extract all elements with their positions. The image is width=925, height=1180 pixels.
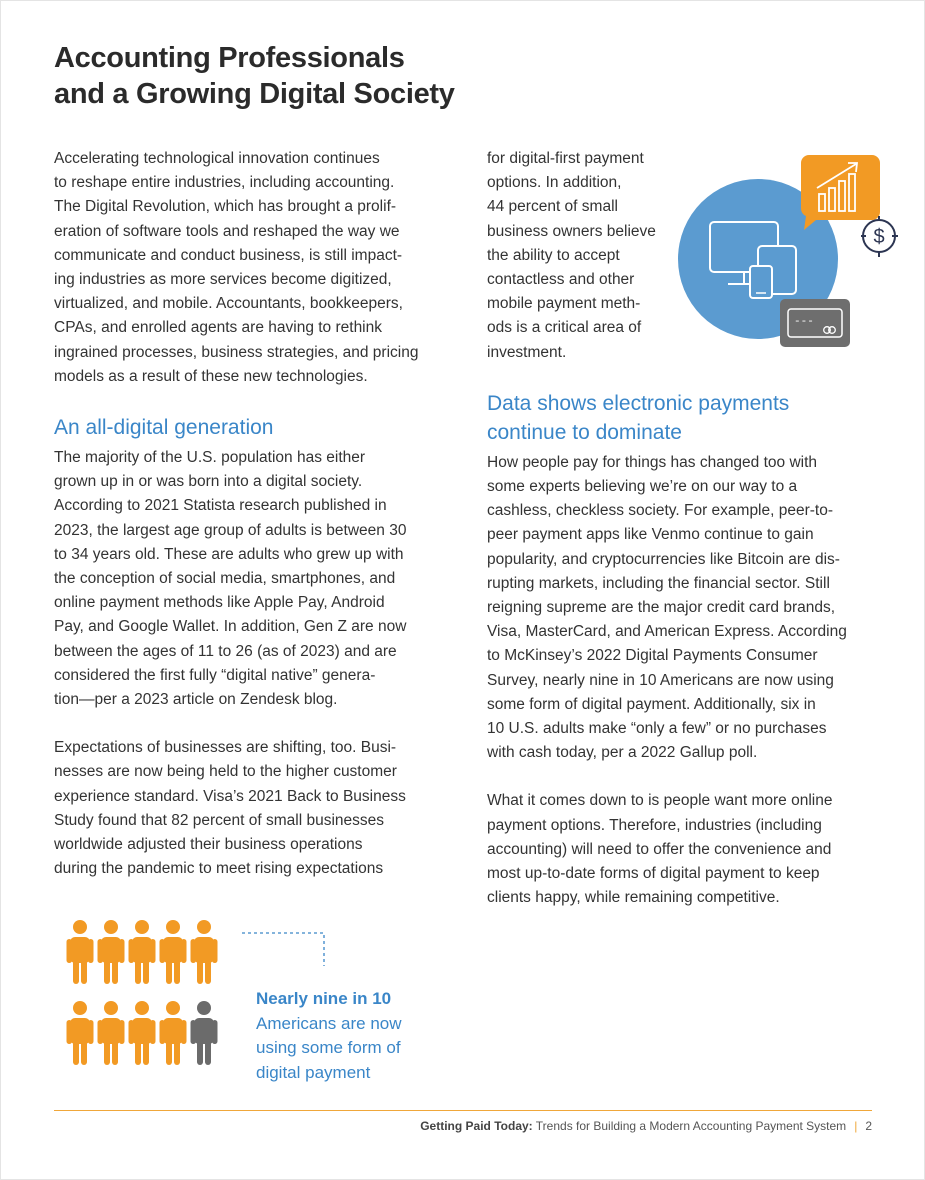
footer-title: Getting Paid Today: [420, 1119, 533, 1133]
callout-connector [240, 930, 330, 970]
text-line: tion—per a 2023 article on Zendesk blog. [54, 691, 338, 709]
text-line: The Digital Revolution, which has brought a prolif- [54, 198, 397, 216]
callout-bold: Nearly nine in 10 [256, 989, 392, 1008]
person-icon [67, 920, 94, 984]
text-line: peer payment apps like Venmo continue to gain [487, 526, 814, 544]
callout-line: using some form of [256, 1038, 401, 1057]
footer-subtitle: Trends for Building a Modern Accounting Payment System [535, 1119, 847, 1133]
digital-generation-paragraph [54, 446, 454, 712]
heading-line: Data shows electronic payments [487, 391, 790, 415]
text-line: accounting) will need to offer the convenience and [487, 840, 832, 858]
digital-payments-illustration [676, 150, 906, 350]
page-title [54, 40, 514, 112]
intro-paragraph [54, 147, 454, 389]
expectations-paragraph [54, 736, 454, 881]
text-line: 10 U.S. adults make “only a few” or no purchases [487, 720, 827, 738]
svg-text:$: $ [873, 226, 885, 248]
text-line: What it comes down to is people want more online [487, 792, 833, 810]
text-line: with cash today, per a 2022 Gallup poll. [487, 744, 758, 762]
section-heading-digital-generation: An all-digital generation [54, 416, 274, 440]
page-number: 2 [865, 1119, 872, 1133]
text-line: popularity, and cryptocurrencies like Bitcoin are dis- [487, 550, 840, 568]
text-line: considered the first fully “digital native” genera- [54, 666, 376, 684]
text-line: 2023, the largest age group of adults is between 30 [54, 521, 407, 539]
text-line: According to 2021 Statista research published in [54, 497, 387, 515]
footer-rule [54, 1110, 872, 1111]
person-icon [191, 920, 218, 984]
chart-icon [801, 155, 880, 230]
text-line: models as a result of these new technologies. [54, 367, 368, 385]
person-icon [129, 1001, 156, 1065]
callout-text [256, 987, 402, 1085]
text-line: some experts believing we’re on our way to a [487, 478, 798, 496]
text-line: to McKinsey’s 2022 Digital Payments Consumer [487, 647, 818, 665]
text-line: communicate and conduct business, is still impact- [54, 246, 403, 264]
text-line: ing industries as more services become digitized, [54, 271, 392, 289]
text-line: for digital-first payment [487, 150, 644, 167]
text-line: investment. [487, 343, 567, 361]
phone-icon [750, 266, 772, 298]
text-line: How people pay for things has changed too with [487, 453, 818, 471]
electronic-payments-paragraph [487, 451, 877, 766]
people-infographic [66, 918, 226, 1078]
text-line: the conception of social media, smartphones, and [54, 570, 396, 588]
person-icon [98, 920, 125, 984]
text-line: Survey, nearly nine in 10 Americans are now using [487, 671, 834, 689]
text-line: reigning supreme are the major credit card brands, [487, 599, 836, 617]
text-line: 44 percent of small [487, 198, 618, 216]
text-line: Accelerating technological innovation continues [54, 150, 380, 167]
text-line: nesses are now being held to the higher customer [54, 763, 397, 781]
text-line: experience standard. Visa’s 2021 Back to Business [54, 787, 406, 805]
person-icon [98, 1001, 125, 1065]
text-line: to reshape entire industries, including accounting. [54, 174, 395, 192]
person-icon [160, 920, 187, 984]
text-line: business owners believe [487, 222, 656, 240]
text-line: CPAs, and enrolled agents are having to rethink [54, 319, 382, 337]
card-text: --- [794, 316, 814, 328]
text-line: most up-to-date forms of digital payment to keep [487, 865, 820, 883]
text-line: worldwide adjusted their business operations [54, 836, 363, 854]
text-line: options. In addition, [487, 174, 622, 192]
section-heading-electronic-payments [487, 389, 877, 447]
text-line: grown up in or was born into a digital society. [54, 473, 363, 491]
text-line: the ability to accept [487, 246, 620, 264]
conclusion-paragraph [487, 789, 877, 910]
text-line: online payment methods like Apple Pay, Android [54, 594, 385, 612]
text-line: rupting markets, including the financial sector. Still [487, 574, 830, 592]
callout-line: digital payment [256, 1062, 371, 1082]
text-line: payment options. Therefore, industries (including [487, 816, 822, 834]
text-line: virtualized, and mobile. Accountants, bookkeepers, [54, 295, 403, 313]
heading-line: continue to dominate [487, 420, 682, 444]
text-line: Study found that 82 percent of small businesses [54, 811, 385, 829]
title-line: and a Growing Digital Society [54, 78, 455, 110]
text-line: The majority of the U.S. population has either [54, 449, 366, 467]
text-line: ingrained processes, business strategies, and pricing [54, 343, 419, 361]
person-icon [129, 920, 156, 984]
text-line: ods is a critical area of [487, 319, 642, 337]
text-line: during the pandemic to meet rising expectations [54, 860, 384, 878]
text-line: contactless and other [487, 271, 635, 289]
left-column [54, 147, 454, 881]
text-line: cashless, checkless society. For example, peer-to- [487, 502, 834, 520]
text-line: some form of digital payment. Additionally, six in [487, 695, 816, 713]
text-line: clients happy, while remaining competitive. [487, 889, 780, 907]
page-footer [420, 1118, 872, 1134]
text-line: Expectations of businesses are shifting, too. Busi- [54, 739, 397, 757]
person-icon [160, 1001, 187, 1065]
text-line: between the ages of 11 to 26 (as of 2023) and are [54, 642, 397, 660]
person-icon [67, 1001, 94, 1065]
credit-card-icon [780, 299, 850, 347]
text-line: mobile payment meth- [487, 295, 641, 313]
person-icon [191, 1001, 218, 1065]
dollar-icon [861, 216, 898, 257]
footer-separator: | [854, 1119, 858, 1133]
callout-line: Americans are now [256, 1013, 402, 1033]
text-line: Visa, MasterCard, and American Express. According [487, 623, 847, 641]
text-line: Pay, and Google Wallet. In addition, Gen Z are now [54, 618, 407, 636]
text-line: eration of software tools and reshaped the way we [54, 222, 400, 240]
text-line: to 34 years old. These are adults who grew up with [54, 545, 404, 563]
title-line: Accounting Professionals [54, 42, 405, 74]
